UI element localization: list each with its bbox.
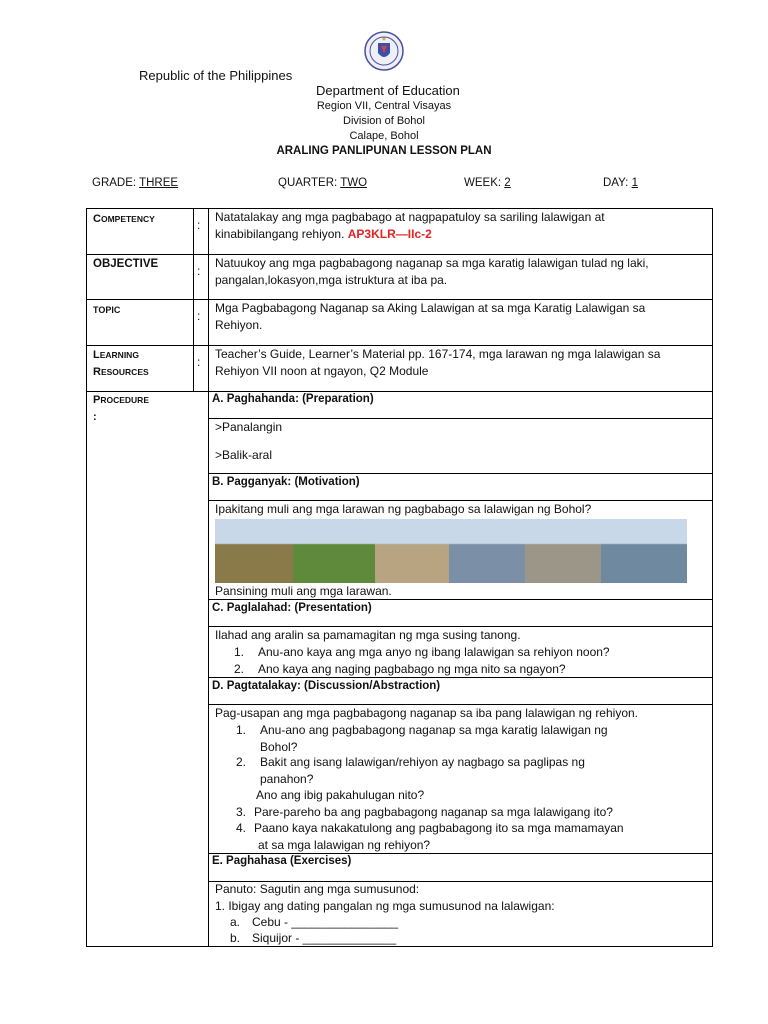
new-port-photo (601, 519, 687, 583)
motivation-text: Ipakitang muli ang mga larawan ng pagbabago sa lalawigan ng Bohol? (215, 502, 592, 516)
topic-text: Mga Pagbabagong Naganap sa Aking Lalawigan at sa mga Karatig Lalawigan sa Rehiyon. (215, 301, 646, 332)
section-a-title: A. Paghahanda: (Preparation) (212, 393, 374, 405)
discussion-question-2: Bakit ang isang lalawigan/rehiyon ay nagbago sa paglipas ng panahon? (260, 755, 585, 786)
section-b-title: B. Pagganyak: (Motivation) (212, 476, 360, 488)
section-e-title: E. Paghahasa (Exercises) (212, 855, 352, 867)
week-field: WEEK: 2 (464, 177, 511, 189)
capitol-building-old-photo (375, 519, 449, 583)
list-number: 2. (236, 755, 247, 769)
competency-text: Natatalakay ang mga pagbabago at nagpapatuloy sa sariling lalawigan at kinabibilangang rehiyon. AP3KLR—IIc-2 (215, 210, 605, 241)
list-letter: b. (230, 931, 241, 945)
republic-text: Republic of the Philippines (139, 68, 293, 83)
list-number: 2. (234, 662, 245, 676)
competency-label: COMPETENCY (93, 213, 155, 225)
learning-resources-text: Teacher’s Guide, Learner’s Material pp. 167-174, mga larawan ng mga lalawigan sa Rehiyon VII noon at ngayon, Q2 Module (215, 347, 661, 378)
document-title: ARALING PANLIPUNAN LESSON PLAN (276, 145, 492, 157)
region-text: Region VII, Central Visayas (316, 100, 452, 112)
grade-field: GRADE: THREE (92, 177, 179, 189)
exercise-answer-cebu: Cebu - ________________ (252, 915, 399, 929)
presentation-intro: Ilahad ang aralin sa pamamagitan ng mga susing tanong. (215, 628, 521, 642)
discussion-question-3: Pare-pareho ba ang pagbabagong naganap sa mga lalawigang ito? (254, 805, 613, 819)
exercise-question-1: 1. Ibigay ang dating pangalan ng mga sumusunod na lalawigan: (215, 899, 555, 913)
discussion-intro: Pag-usapan ang mga pagbabagong naganap sa iba pang lalawigan ng rehiyon. (215, 706, 639, 720)
review-item: >Balik-aral (215, 448, 273, 462)
colon: : (197, 218, 201, 232)
division-text: Division of Bohol (343, 115, 425, 127)
topic-label: TOPIC (93, 305, 121, 315)
list-number: 1. (234, 645, 245, 659)
list-number: 1. (236, 723, 247, 737)
motivation-after-text: Pansining muli ang mga larawan. (215, 584, 392, 598)
list-letter: a. (230, 915, 241, 929)
discussion-question-4: Paano kaya nakakatulong ang pagbabagong ito sa mga mamamayan at sa mga lalawigan ng rehiyon? (254, 821, 624, 852)
objective-label: OBJECTIVE (93, 258, 159, 270)
colon: : (197, 355, 201, 369)
objective-text: Natuukoy ang mga pagbabagong naganap sa mga karatig lalawigan tulad ng laki, pangalan,lokasyon,mga istruktura at iba pa. (215, 256, 649, 287)
capitol-building-new-photo (449, 519, 525, 583)
town-text: Calape, Bohol (349, 130, 419, 142)
procedure-label: PROCEDURE : (93, 394, 149, 423)
day-field: DAY: 1 (603, 177, 638, 189)
department-text: Department of Education (316, 83, 460, 98)
deped-seal-logo (364, 31, 404, 71)
prayer-item: >Panalangin (215, 420, 283, 434)
list-number: 4. (236, 821, 247, 835)
colon: : (197, 309, 201, 323)
section-d-title: D. Pagtatalakay: (Discussion/Abstraction) (212, 680, 441, 692)
old-pier-photo (525, 519, 601, 583)
quarter-field: QUARTER: TWO (278, 177, 368, 189)
lesson-plan-table (86, 208, 713, 947)
discussion-question-1: Anu-ano ang pagbabagong naganap sa mga karatig lalawigan ng Bohol? (260, 723, 608, 754)
discussion-question-2-followup: Ano ang ibig pakahulugan nito? (256, 788, 425, 802)
learning-resources-label: LEARNING RESOURCES (93, 349, 149, 378)
chocolate-hills-photo-1 (215, 519, 293, 583)
exercise-instructions: Panuto: Sagutin ang mga sumusunod: (215, 882, 420, 896)
presentation-question-1: Anu-ano kaya ang mga anyo ng ibang lalawigan sa rehiyon noon? (258, 645, 610, 659)
exercise-answer-siquijor: Siquijor - ______________ (252, 931, 397, 945)
bohol-photo-strip (215, 519, 687, 583)
colon: : (197, 264, 201, 278)
section-c-title: C. Paglalahad: (Presentation) (212, 602, 372, 614)
competency-code: AP3KLR—IIc-2 (347, 226, 432, 241)
list-number: 3. (236, 805, 247, 819)
presentation-question-2: Ano kaya ang naging pagbabago ng mga nito sa ngayon? (258, 662, 566, 676)
chocolate-hills-photo-2 (293, 519, 375, 583)
